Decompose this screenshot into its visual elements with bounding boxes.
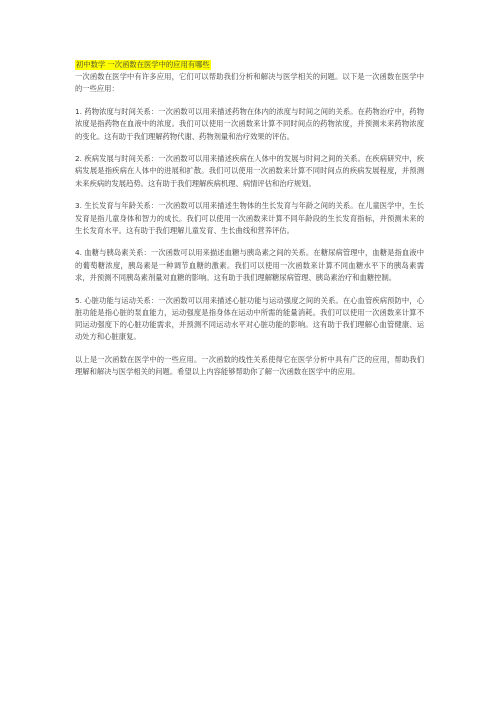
conclusion-paragraph: 以上是一次函数在医学中的一些应用。一次函数的线性关系使得它在医学分析中具有广泛的应用，帮助我们理解和解决与医学相关的问题。希望以上内容能够帮助你了解一次函数在医学中的应用。: [75, 354, 424, 377]
item-number: 2.: [75, 154, 82, 164]
item-number: 3.: [75, 201, 82, 211]
item-text: 疾病发展与时间关系：一次函数可以用来描述疾病在人体中的发展与时间之间的关系。在疾病研究中，疾病发展是指疾病在人体中的进展和扩散。我们可以使用一次函数来计算不同时间点的疾病发展程度，并预测未来疾病的发展趋势。这有助于我们理解疾病机理、病情评估和治疗规划。: [75, 154, 424, 188]
item-number: 4.: [75, 248, 82, 258]
item-number: 1.: [75, 107, 82, 117]
list-item: [75, 153, 424, 190]
item-text: 药物浓度与时间关系：一次函数可以用来描述药物在体内的浓度与时间之间的关系。在药物治疗中，药物浓度是指药物在血液中的浓度。我们可以使用一次函数来计算不同时间点的药物浓度，并预测未来药物浓度的变化。这有助于我们理解药物代谢、药物剂量和治疗效果的评估。: [75, 107, 424, 141]
item-text: 心脏功能与运动关系：一次函数可以用来描述心脏功能与运动强度之间的关系。在心血管疾病预防中，心脏功能是指心脏的泵血能力，运动强度是指身体在运动中所需的能量消耗。我们可以使用一次函数来计算不同运动强度下的心脏功能需求，并预测不同运动水平对心脏功能的影响。这有助于我们理解心血管健康、运动处方和心脏康复。: [75, 295, 424, 342]
list-item: [75, 247, 424, 284]
list-item: [75, 295, 424, 344]
title-block: [75, 59, 424, 71]
item-text: 生长发育与年龄关系：一次函数可以用来描述生物体的生长发育与年龄之间的关系。在儿童医学中，生长发育是指儿童身体和智力的成长。我们可以使用一次函数来计算不同年龄段的生长发育指标，并预测未来的生长发育水平。这有助于我们理解儿童发育、生长曲线和营养评估。: [75, 201, 424, 235]
item-text: 血糖与胰岛素关系：一次函数可以用来描述血糖与胰岛素之间的关系。在糖尿病管理中，血糖是指血液中的葡萄糖浓度，胰岛素是一种调节血糖的激素。我们可以使用一次函数来计算不同血糖水平下的胰岛素需求，并预测不同胰岛素剂量对血糖的影响。这有助于我们理解糖尿病管理、胰岛素治疗和血糖控制。: [75, 248, 424, 282]
list-item: [75, 106, 424, 143]
item-number: 5.: [75, 295, 82, 305]
intro-paragraph: 一次函数在医学中有许多应用，它们可以帮助我们分析和解决与医学相关的问题。以下是一次函数在医学中的一些应用：: [75, 72, 424, 94]
document-body: [75, 59, 424, 389]
list-item: [75, 200, 424, 237]
document-title: 初中数学 一次函数在医学中的应用有哪些: [76, 60, 210, 69]
